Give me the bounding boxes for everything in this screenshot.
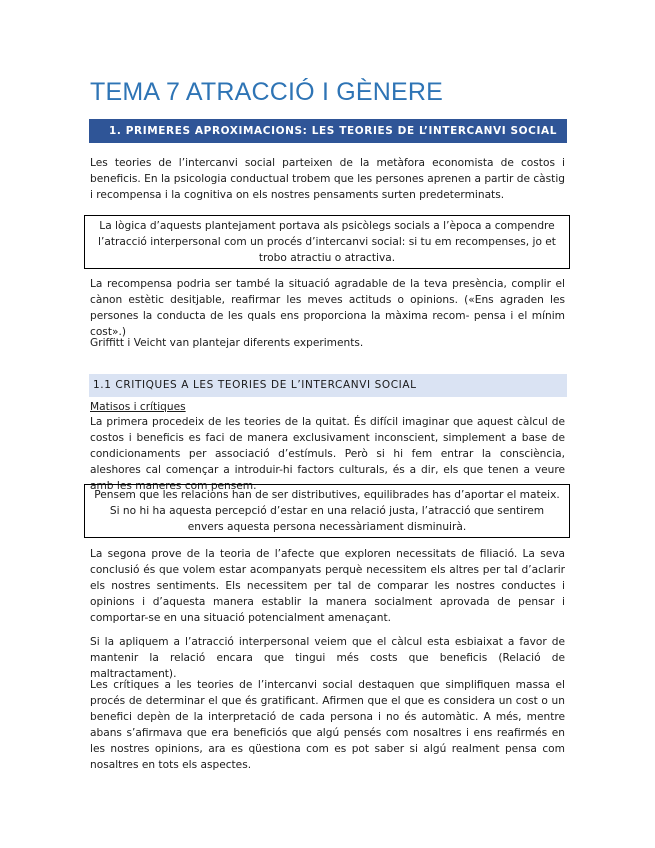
section-heading-1: 1. PRIMERES APROXIMACIONS: LES TEORIES DE L’INTERCANVI SOCIAL bbox=[89, 119, 567, 143]
page-title: TEMA 7 ATRACCIÓ I GÈNERE bbox=[90, 78, 444, 106]
paragraph-second-critique: La segona prove de la teoria de l’afecte que exploren necessitats de filiació. La seva conclusió és que volem estar acompanyats perquè necessitem els altres per tal d’aclarir els nostres sentiments. Els necessitem per tal de comparar les nostres conductes i opinions i d’aquesta manera establir la manera socialment aprovada de pensar i comportar-se en una situació potencialment amenaçant. bbox=[90, 548, 565, 624]
section-heading-1-1: 1.1 CRITIQUES A LES TEORIES DE L’INTERCANVI SOCIAL bbox=[89, 374, 567, 397]
paragraph-first-critique: La primera procedeix de les teories de la quitat. És difícil imaginar que aquest càlcul de costos i beneficis es faci de manera exclusivament inconscient, simplement a base de condicionaments per associació d’estímuls. Però si hi fem entrar la consciència, aleshores cal començar a introduir-hi factors culturals, és a dir, els que tenen a veure amb les maneres com pensem. bbox=[90, 416, 565, 492]
paragraph-intro: Les teories de l’intercanvi social parteixen de la metàfora economista de costos i beneficis. En la psicologia conductual trobem que les persones aprenen a partir de càstig i recompensa i la cognitiva on els nostres pensaments surten predeterminats. bbox=[90, 157, 565, 201]
paragraph-critiques-summary: Les crítiques a les teories de l’intercanvi social destaquen que simplifiquen massa el procés de determinar el que és gratificant. Afirmen que el que es considera un cost o un benefici depèn de la interpretació de cada persona i no és automàtic. A més, mentre abans s’afirmava que era beneficiós que algú pensés com nosaltres i ens reafirmés en les nostres opinions, ara es qüestiona com es pot saber si algú realment pensa com nosaltres en tots els aspectes. bbox=[90, 679, 565, 771]
highlight-box-2: Pensem que les relacions han de ser distributives, equilibrades has d’aportar el mateix. Si no hi ha aquesta percepció d’estar en una relació justa, l’atracció que sentirem envers aquesta persona necessàriament disminuirà. bbox=[84, 484, 570, 538]
subheading-matisos: Matisos i crítiques bbox=[90, 401, 186, 413]
paragraph-reward: La recompensa podria ser també la situació agradable de la teva presència, complir el cànon estètic desitjable, reafirmar les meves actituds o opinions. («Ens agraden les persones la conducta de les quals ens proporciona la màxima recom- pensa i el mínim cost».) bbox=[90, 278, 565, 338]
highlight-box-1: La lògica d’aquests plantejament portava als psicòlegs socials a l’època a compendre l’atracció interpersonal com un procés d’intercanvi social: si tu em recompenses, jo et trobo atractiu o atractiva. bbox=[84, 215, 570, 269]
paragraph-experiments: Griffitt i Veicht van plantejar diferents experiments. bbox=[90, 337, 364, 349]
paragraph-application: Si la apliquem a l’atracció interpersonal veiem que el càlcul esta esbiaixat a favor de mantenir la relació encara que tingui més costs que beneficis (Relació de maltractament). bbox=[90, 636, 565, 680]
